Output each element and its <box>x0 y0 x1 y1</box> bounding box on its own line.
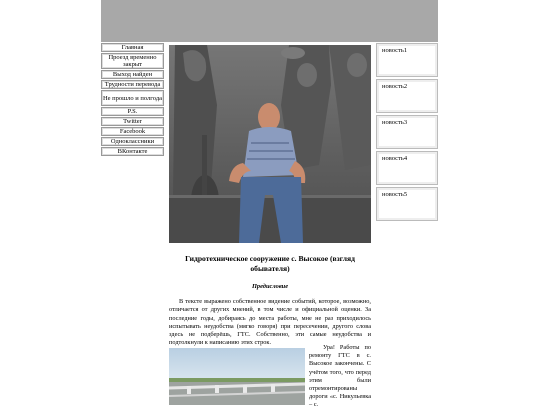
main-photo <box>169 45 371 243</box>
news-item-1[interactable] <box>376 43 438 77</box>
sidebar-nav <box>101 43 164 157</box>
page-header <box>101 0 438 42</box>
nav-item-vkontakte[interactable]: ВКонтакте <box>101 147 164 156</box>
news-item-label: новость1 <box>382 47 408 54</box>
news-item-label: новость4 <box>382 155 408 162</box>
nav-item-twitter[interactable]: Twitter <box>101 117 164 126</box>
news-item-4[interactable] <box>376 151 438 185</box>
dam-photo <box>169 348 305 405</box>
nav-item-road-closed[interactable]: Проезд временно закрыт <box>101 53 164 69</box>
news-item-3[interactable] <box>376 115 438 149</box>
nav-item-ps[interactable]: P.S. <box>101 107 164 116</box>
nav-item-lost-in-translation[interactable]: Трудности перевода <box>101 80 164 89</box>
news-item-label: новость3 <box>382 119 408 126</box>
article-subtitle: Предисловие <box>251 283 289 290</box>
news-item-label: новость5 <box>382 191 408 198</box>
nav-item-odnoklassniki[interactable]: Одноклассники <box>101 137 164 146</box>
main-photo-illustration <box>169 45 371 243</box>
news-item-2[interactable] <box>376 79 438 113</box>
dam-photo-illustration <box>169 348 305 405</box>
article-side-text: Ура! Работы по ремонту ГТС в с. Высокое закончены. С учётом того, что перед этим были отремонтированы дороги «с. Никульевка – с. <box>309 344 371 409</box>
nav-item-home[interactable]: Главная <box>101 43 164 52</box>
article-intro: В тексте выражено собственное видение событий, которое, возможно, отличается от других мнений, в том числе и официальной оценки. За последние годы, добираясь до места работы, мне не раз приходилось испытывать неудобства (мягко говоря) при пересечении, другого слова здесь не подберёшь, ГТС. Собственно, эти самые неудобства и подтолкнули к написанию этих строк. <box>169 298 371 347</box>
news-item-label: новость2 <box>382 83 408 90</box>
nav-item-facebook[interactable]: Facebook <box>101 127 164 136</box>
nav-item-half-year[interactable]: Не прошло и полгода <box>101 90 164 106</box>
nav-item-exit-found[interactable]: Выход найден <box>101 70 164 79</box>
article-title: Гидротехническое сооружение с. Высокое (взгляд обывателя) <box>185 254 355 273</box>
news-item-5[interactable] <box>376 187 438 221</box>
